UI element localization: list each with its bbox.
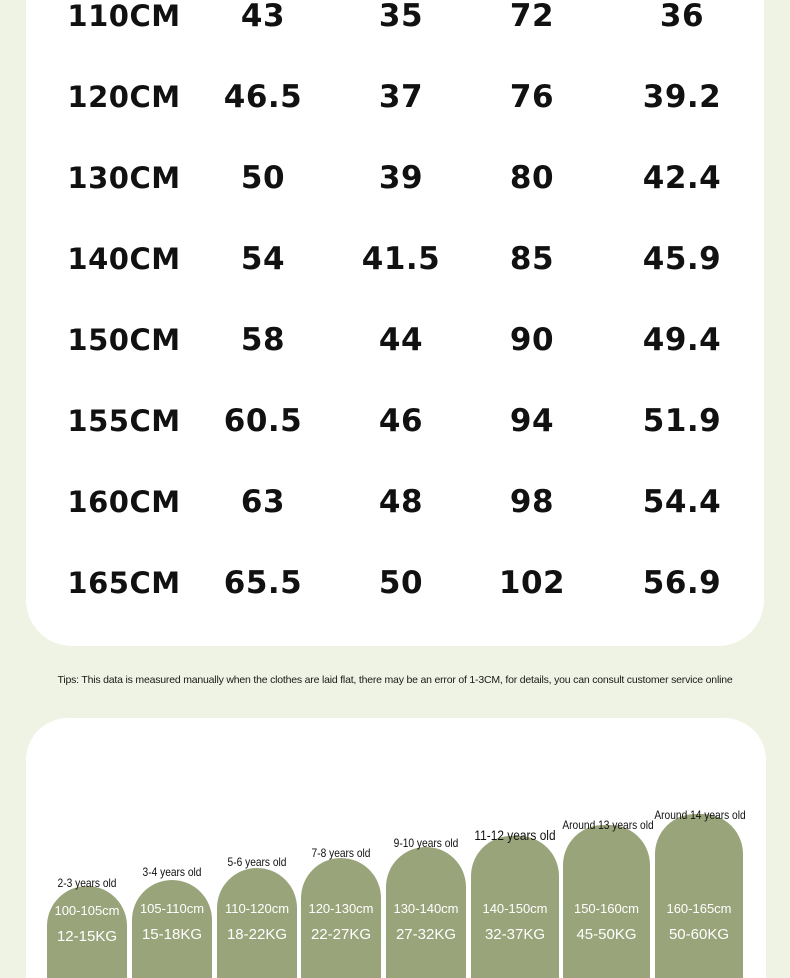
height-cell: 120CM xyxy=(67,80,181,114)
measurement-cell: 102 xyxy=(498,565,566,601)
age-label: 3-4 years old xyxy=(142,865,202,879)
age-reference-card xyxy=(26,718,766,978)
measurement-cell: 39 xyxy=(378,160,424,196)
measurement-cell: 43 xyxy=(240,0,286,34)
measurement-cell: 46 xyxy=(378,403,424,439)
age-bar xyxy=(217,868,297,978)
measurement-cell: 41.5 xyxy=(361,241,441,277)
measurement-cell: 42.4 xyxy=(642,160,722,196)
measurement-cell: 35 xyxy=(378,0,424,34)
height-cell: 150CM xyxy=(67,323,181,357)
measurement-cell: 80 xyxy=(509,160,555,196)
height-cell: 140CM xyxy=(67,242,181,276)
weight-range-label: 27-32KG xyxy=(395,926,457,943)
weight-range-label: 18-22KG xyxy=(226,926,288,943)
height-range-label: 150-160cm xyxy=(573,901,640,916)
measurement-cell: 54 xyxy=(240,241,286,277)
weight-range-label: 50-60KG xyxy=(668,926,730,943)
height-range-label: 130-140cm xyxy=(393,901,459,916)
height-range-label: 105-110cm xyxy=(139,901,205,916)
measurement-cell: 44 xyxy=(378,322,424,358)
measurement-cell: 50 xyxy=(378,565,424,601)
weight-range-label: 15-18KG xyxy=(141,926,203,943)
measurement-cell: 63 xyxy=(240,484,286,520)
age-label: Around 14 years old xyxy=(654,808,746,822)
measurement-cell: 65.5 xyxy=(223,565,303,601)
measurement-cell: 72 xyxy=(509,0,555,34)
measurement-cell: 58 xyxy=(240,322,286,358)
measurement-cell: 51.9 xyxy=(642,403,722,439)
age-label: 9-10 years old xyxy=(393,836,459,850)
table-row xyxy=(26,553,764,613)
measurement-cell: 49.4 xyxy=(642,322,722,358)
height-range-label: 110-120cm xyxy=(224,901,290,916)
height-range-label: 100-105cm xyxy=(54,903,120,918)
age-label: 7-8 years old xyxy=(311,846,371,860)
weight-range-label: 12-15KG xyxy=(56,928,118,945)
height-range-label: 160-165cm xyxy=(666,901,732,916)
measurement-cell: 36 xyxy=(659,0,705,34)
measurement-cell: 48 xyxy=(378,484,424,520)
measurement-cell: 46.5 xyxy=(223,79,303,115)
height-cell: 110CM xyxy=(67,0,181,33)
measurement-tips: Tips: This data is measured manually when the clothes are laid flat, there may be an error of 1-3CM, for details, you can consult customer service online xyxy=(57,674,733,686)
table-row xyxy=(26,391,764,451)
measurement-cell: 37 xyxy=(378,79,424,115)
height-range-label: 120-130cm xyxy=(308,901,374,916)
age-bar xyxy=(301,858,381,978)
measurement-cell: 98 xyxy=(509,484,555,520)
age-label: Around 13 years old xyxy=(562,818,654,832)
age-bar xyxy=(655,814,743,978)
table-row xyxy=(26,0,764,46)
size-table-card xyxy=(26,0,764,646)
age-label: 2-3 years old xyxy=(57,876,117,890)
table-row xyxy=(26,472,764,532)
weight-range-label: 45-50KG xyxy=(576,926,637,943)
table-row xyxy=(26,67,764,127)
height-cell: 160CM xyxy=(67,485,181,519)
age-label: 11-12 years old xyxy=(474,827,556,843)
measurement-cell: 76 xyxy=(509,79,555,115)
measurement-cell: 90 xyxy=(509,322,555,358)
table-row xyxy=(26,229,764,289)
height-range-label: 140-150cm xyxy=(482,901,548,916)
weight-range-label: 22-27KG xyxy=(310,926,372,943)
height-cell: 130CM xyxy=(67,161,181,195)
measurement-cell: 39.2 xyxy=(642,79,722,115)
table-row xyxy=(26,310,764,370)
measurement-cell: 94 xyxy=(509,403,555,439)
measurement-cell: 45.9 xyxy=(642,241,722,277)
weight-range-label: 32-37KG xyxy=(484,926,546,943)
height-cell: 155CM xyxy=(67,404,181,438)
measurement-cell: 56.9 xyxy=(642,565,722,601)
height-cell: 165CM xyxy=(67,566,181,600)
measurement-cell: 50 xyxy=(240,160,286,196)
measurement-cell: 60.5 xyxy=(223,403,303,439)
measurement-cell: 54.4 xyxy=(642,484,722,520)
table-row xyxy=(26,148,764,208)
measurement-cell: 85 xyxy=(509,241,555,277)
age-label: 5-6 years old xyxy=(227,855,287,869)
